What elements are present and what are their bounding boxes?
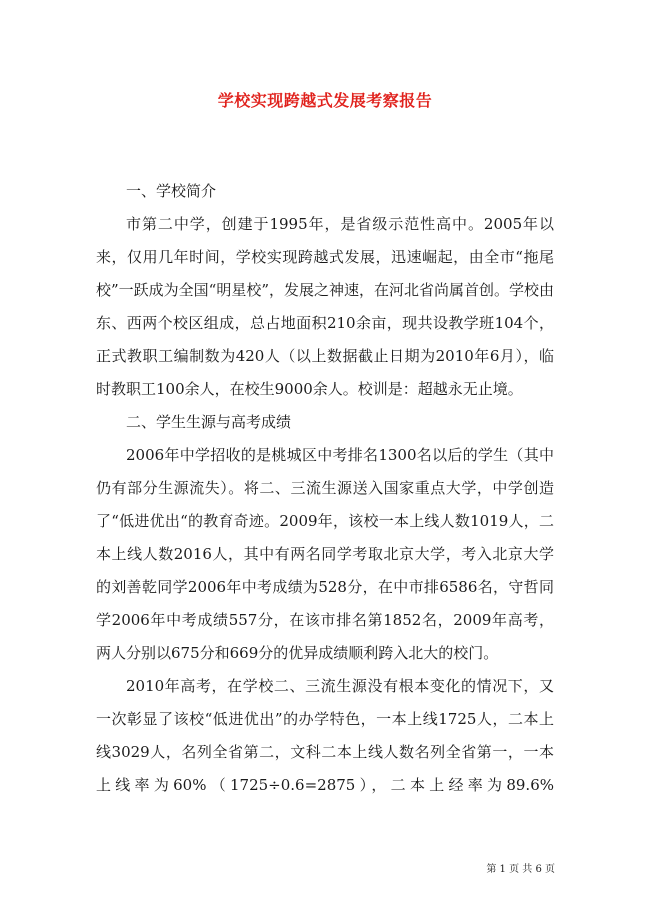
paragraph-school-intro: 市第二中学，创建于1995年，是省级示范性高中。2005年以来，仅用几年时间，学校实现跨越式发展，迅速崛起，由全市“拖尾校”一跃成为全国“明星校”，发展之神速，在河北省尚属首创。学校由东、西两个校区组成，总占地面积210余亩，现共设教学班104个，正式教职工编制数为420人（以上数据截止日期为2010年6月），临时教职工100余人，在校生9000余人。校训是：超越永无止境。 [96, 215, 555, 398]
paragraph-2010-results: 2010年高考，在学校二、三流生源没有根本变化的情况下，又一次彰显了该校“低进优出”的办学特色，一本上线1725人，二本上线3029人，名列全省第二，文科二本上线人数名列全省第一，一本上线率为60%（1725÷0.6=2875），二本上经率为89.6% [96, 677, 554, 794]
document-title: 学校实现跨越式发展考察报告 [217, 91, 433, 110]
paragraph-2006-2009-results: 2006年中学招收的是桃城区中考排名1300名以后的学生（其中仍有部分生源流失）。将二、三流生源送入国家重点大学，中学创造了“低进优出“的教育奇迹。2009年，该校一本上线人数1019人，二本上线人数2016人，其中有两名同学考取北京大学，考入北京大学的刘善乾同学2006年中考成绩为528分，在中市排6586名，守哲同学2006年中考成绩557分，在该市排名第1852名，2009年高考，两人分别以675分和669分的优异成绩顺利跨入北大的校门。 [96, 446, 554, 662]
section-heading-students-exams: 二、学生生源与高考成绩 [126, 413, 292, 431]
section-heading-school-intro: 一、学校简介 [126, 182, 217, 200]
document-body [96, 175, 554, 802]
page-number-footer: 第 1 页 共 6 页 [486, 864, 555, 875]
